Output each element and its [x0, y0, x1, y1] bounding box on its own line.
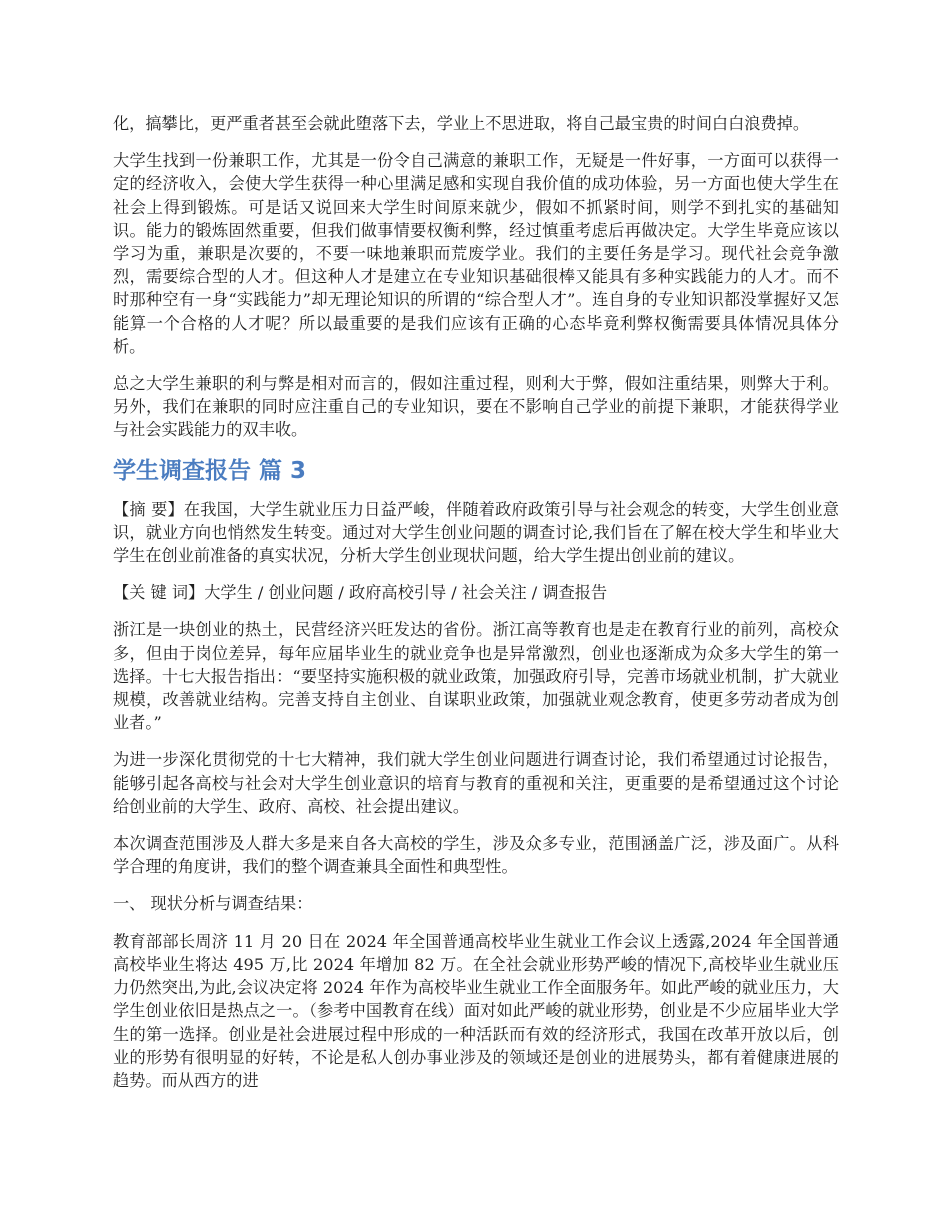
paragraph: 本次调查范围涉及人群大多是来自各大高校的学生，涉及众多专业，范围涵盖广泛，涉及面广。从科学合理的角度讲，我们的整个调查兼具全面性和典型性。 [113, 834, 839, 877]
section-heading: 学生调查报告 篇 3 [113, 457, 307, 484]
subsection-heading: 一、 现状分析与调查结果： [113, 894, 313, 914]
paragraph: 化，搞攀比，更严重者甚至会就此堕落下去，学业上不思进取，将自己最宝贵的时间白白浪费掉。 [113, 114, 810, 133]
paragraph: 总之大学生兼职的利与弊是相对而言的，假如注重过程，则利大于弊，假如注重结果，则弊大于利。另外，我们在兼职的同时应注重自己的专业知识，要在不影响自己学业的前提下兼职，才能获得学业与社会实践能力的双丰收。 [113, 374, 839, 440]
paragraph: 大学生找到一份兼职工作，尤其是一份令自己满意的兼职工作，无疑是一件好事，一方面可以获得一定的经济收入，会使大学生获得一种心里满足感和实现自我价值的成功体验，另一方面也使大学生在社会上得到锻炼。可是话又说回来大学生时间原来就少，假如不抓紧时间，则学不到扎实的基础知识。能力的锻炼固然重要，但我们做事情要权衡利弊，经过慎重考虑后再做决定。大学生毕竟应该以学习为重，兼职是次要的，不要一味地兼职而荒废学业。我们的主要任务是学习。现代社会竞争激烈，需要综合型的人才。但这种人才是建立在专业知识基础很棒又能具有多种实践能力的人才。而不时那种空有一身“实践能力”却无理论知识的所谓的“综合型人才”。连自身的专业知识都没掌握好又怎能算一个合格的人才呢？所以最重要的是我们应该有正确的心态毕竟利弊权衡需要具体情况具体分析。 [113, 151, 839, 356]
paragraph: 教育部部长周济 11 月 20 日在 2024 年全国普通高校毕业生就业工作会议上透露,2024 年全国普通高校毕业生将达 495 万,比 2024 年增加 82 万。在全社会就业形势严峻的情况下,高校毕业生就业压力仍然突出,为此,会议决定将 2024 年作为高校毕业生就业工作全面服务年。如此严峻的就业压力，大学生创业依旧是热点之一。（参考中国教育在线）面对如此严峻的就业形势，创业是不少应届毕业大学生的第一选择。创业是社会进展过程中形成的一种活跃而有效的经济形式，我国在改革开放以后，创业的形势有很明显的好转，不论是私人创办事业涉及的领域还是创业的进展势头，都有着健康进展的趋势。而从西方的进 [113, 931, 839, 1090]
document-page [113, 112, 839, 1106]
paragraph: 为进一步深化贯彻党的十七大精神，我们就大学生创业问题进行调查讨论，我们希望通过讨论报告，能够引起各高校与社会对大学生创业意识的培育与教育的重视和关注，更重要的是希望通过这个讨论给创业前的大学生、政府、高校、社会提出建议。 [113, 750, 839, 816]
keywords-paragraph: 【关 键 词】大学生 / 创业问题 / 政府高校引导 / 社会关注 / 调查报告 [113, 583, 608, 603]
abstract-paragraph: 【摘 要】在我国，大学生就业压力日益严峻，伴随着政府政策引导与社会观念的转变，大学生创业意识，就业方向也悄然发生转变。通过对大学生创业问题的调查讨论,我们旨在了解在校大学生和毕业大学生在创业前准备的真实状况，分析大学生创业现状问题，给大学生提出创业前的建议。 [113, 499, 839, 566]
paragraph: 浙江是一块创业的热土，民营经济兴旺发达的省份。浙江高等教育也是走在教育行业的前列，高校众多，但由于岗位差异，每年应届毕业生的就业竞争也是异常激烈，创业也逐渐成为众多大学生的第一选择。十七大报告指出：“要坚持实施积极的就业政策，加强政府引导，完善市场就业机制，扩大就业规模，改善就业结构。完善支持自主创业、自谋职业政策，加强就业观念教育，使更多劳动者成为创业者。” [113, 620, 839, 733]
